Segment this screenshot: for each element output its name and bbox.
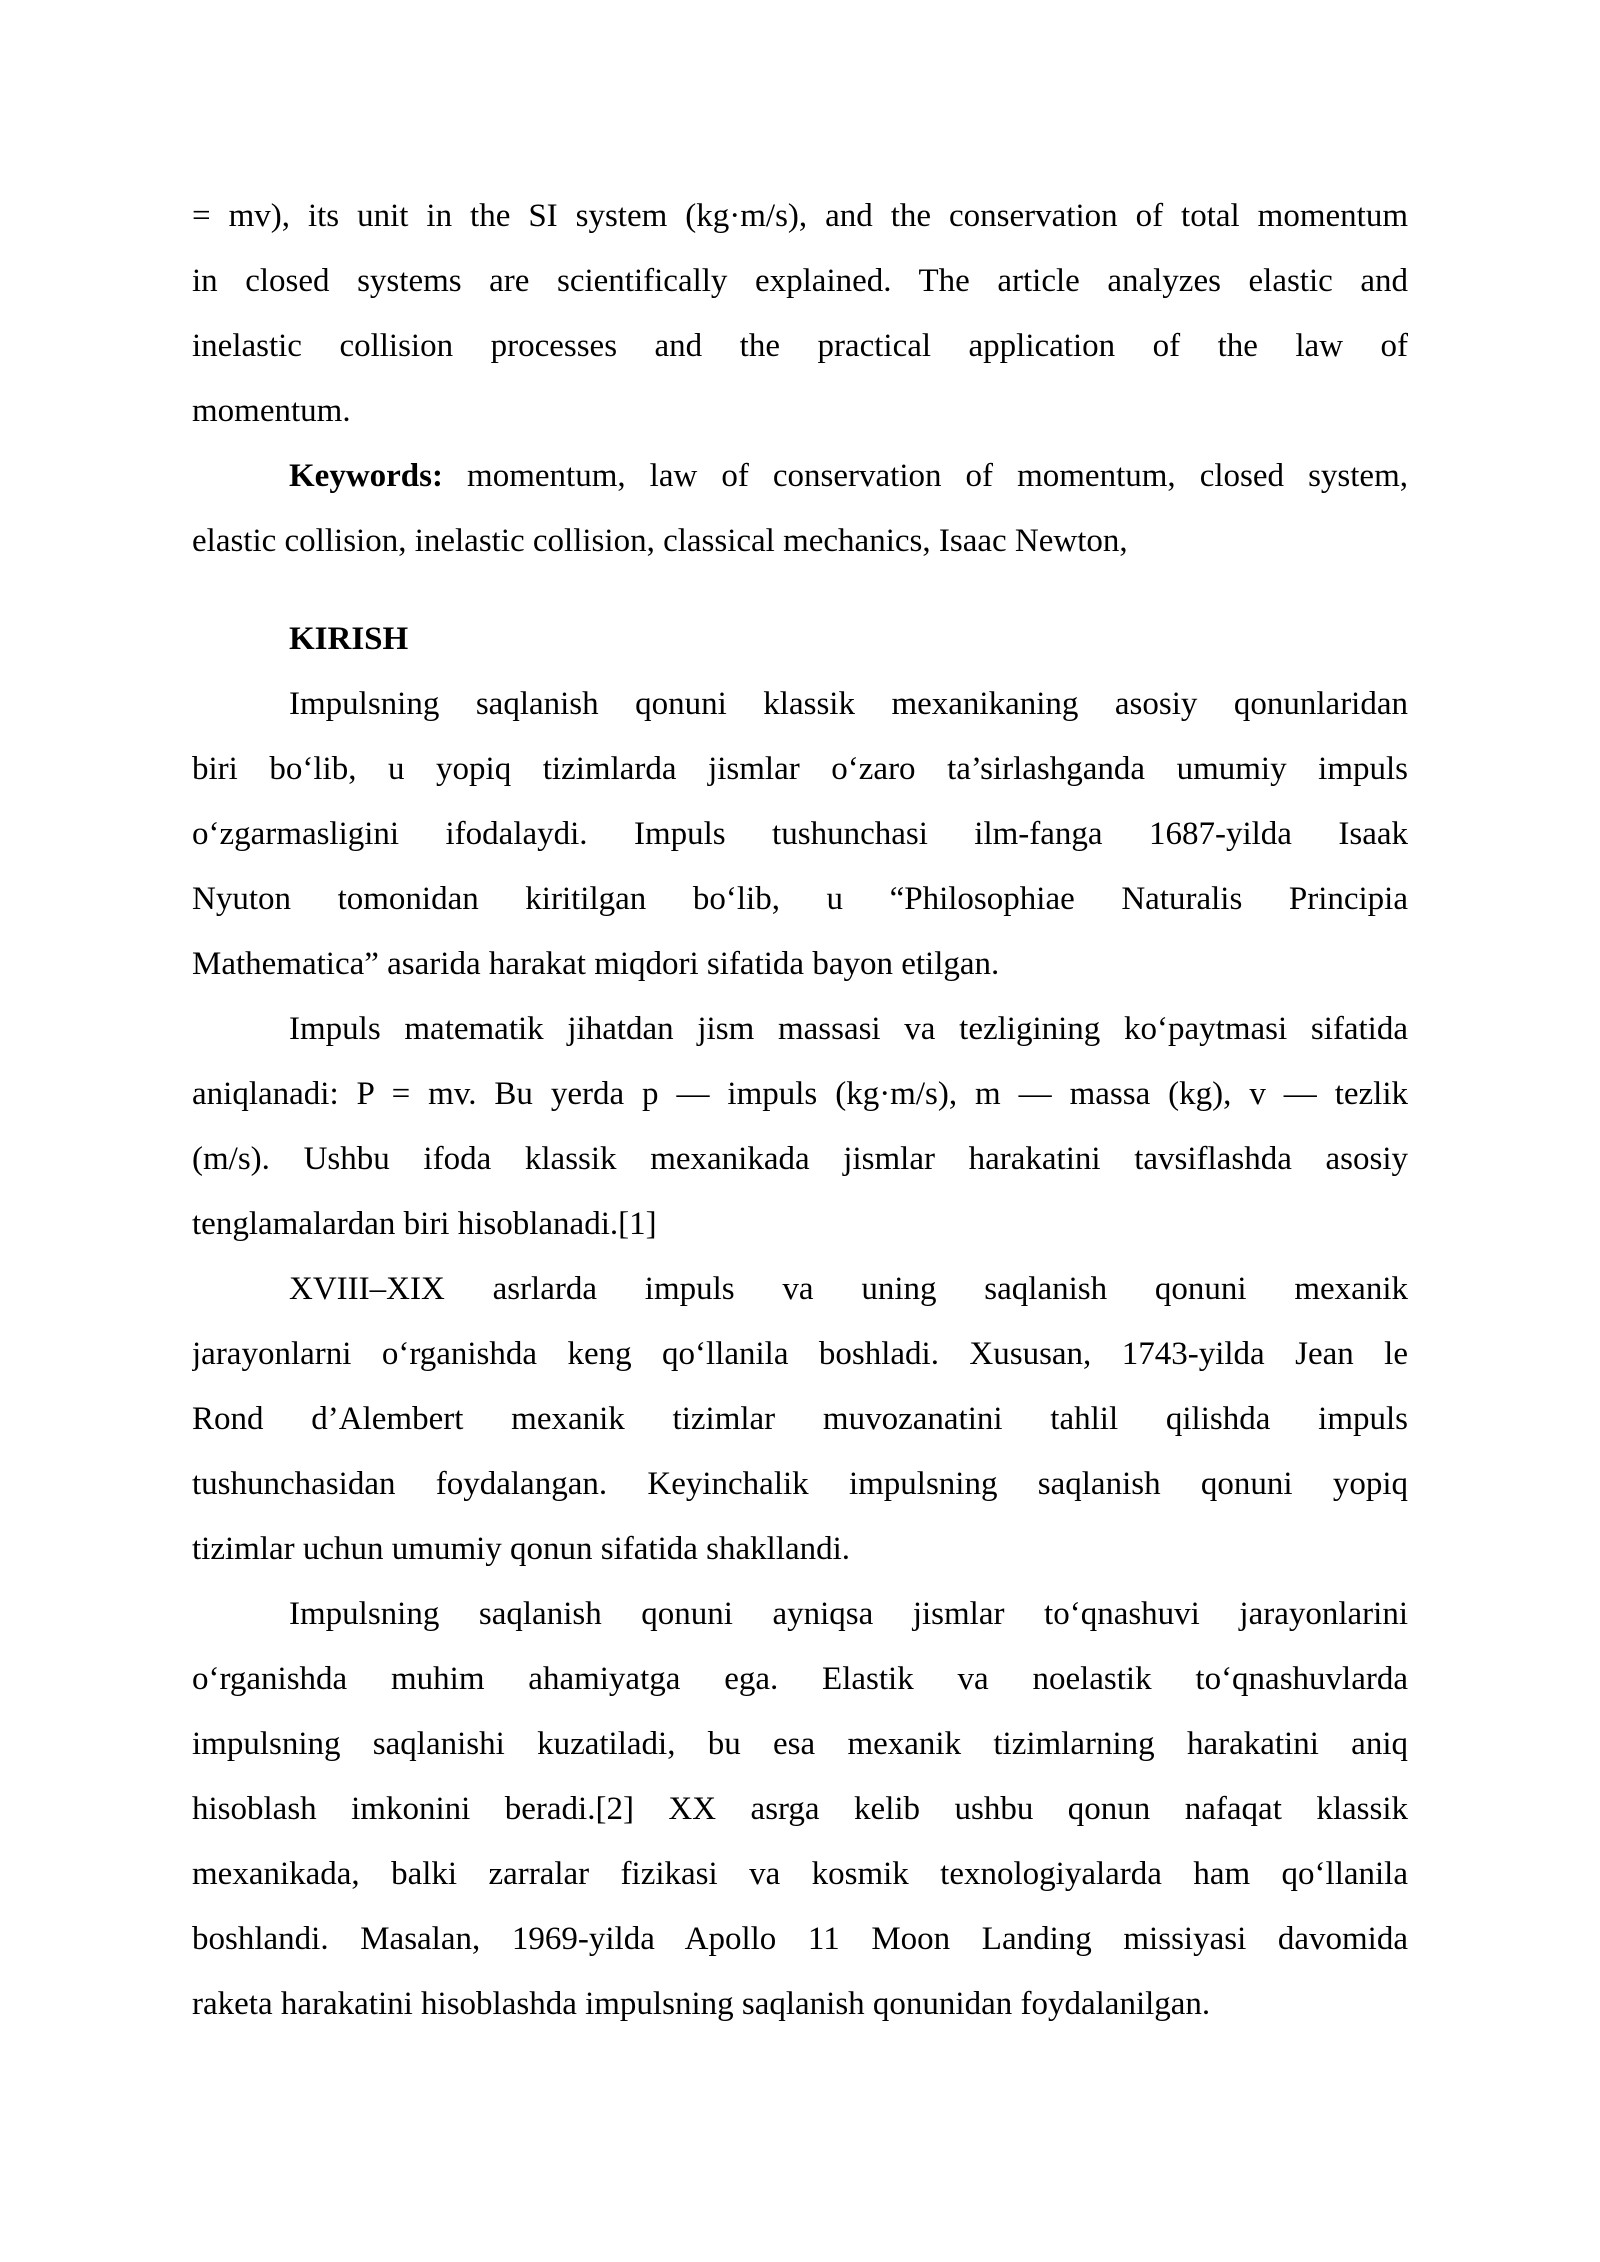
text-line — [192, 444, 1408, 509]
text-line: inelastic collision processes and the practical application of the law of — [192, 328, 1408, 364]
text-line: jarayonlarni o‘rganishda keng qo‘llanila boshladi. Xususan, 1743-yilda Jean le — [192, 1336, 1408, 1372]
text-line: Mathematica” asarida harakat miqdori sifatida bayon etilgan. — [192, 946, 1000, 982]
text-line: tizimlar uchun umumiy qonun sifatida shakllandi. — [192, 1531, 851, 1567]
text-line: hisoblash imkonini beradi.[2] XX asrga kelib ushbu qonun nafaqat klassik — [192, 1791, 1408, 1827]
text-line: Impulsning saqlanish qonuni ayniqsa jismlar to‘qnashuvi jarayonlarini — [289, 1596, 1408, 1632]
keywords-label: Keywords: — [289, 458, 443, 494]
section-heading: KIRISH — [289, 621, 409, 657]
text-line: boshlandi. Masalan, 1969-yilda Apollo 11 Moon Landing missiyasi davomida — [192, 1921, 1408, 1957]
text-line: raketa harakatini hisoblashda impulsning saqlanish qonunidan foydalanilgan. — [192, 1986, 1211, 2022]
text-line: momentum. — [192, 393, 351, 429]
text-line: tushunchasidan foydalangan. Keyinchalik impulsning saqlanish qonuni yopiq — [192, 1466, 1408, 1502]
keywords-text: momentum, law of conservation of momentum, closed system, — [442, 458, 1408, 494]
text-line: elastic collision, inelastic collision, classical mechanics, Isaac Newton, — [192, 523, 1128, 559]
document-body — [192, 184, 1408, 2037]
text-line: Rond d’Alembert mexanik tizimlar muvozanatini tahlil qilishda impuls — [192, 1401, 1408, 1437]
text-line: Impulsning saqlanish qonuni klassik mexanikaning asosiy qonunlaridan — [289, 686, 1408, 722]
text-line: XVIII–XIX asrlarda impuls va uning saqlanish qonuni mexanik — [289, 1271, 1408, 1307]
text-line: tenglamalardan biri hisoblanadi.[1] — [192, 1206, 657, 1242]
text-line: Nyuton tomonidan kiritilgan bo‘lib, u “Philosophiae Naturalis Principia — [192, 881, 1408, 917]
text-line: = mv), its unit in the SI system (kg·m/s), and the conservation of total momentum — [192, 198, 1408, 234]
text-line: mexanikada, balki zarralar fizikasi va kosmik texnologiyalarda ham qo‘llanila — [192, 1856, 1408, 1892]
text-line: biri bo‘lib, u yopiq tizimlarda jismlar o‘zaro ta’sirlashganda umumiy impuls — [192, 751, 1408, 787]
text-line: in closed systems are scientifically explained. The article analyzes elastic and — [192, 263, 1408, 299]
text-line: aniqlanadi: P = mv. Bu yerda p — impuls (kg·m/s), m — massa (kg), v — tezlik — [192, 1076, 1408, 1112]
text-line: (m/s). Ushbu ifoda klassik mexanikada jismlar harakatini tavsiflashda asosiy — [192, 1141, 1408, 1177]
text-line: impulsning saqlanishi kuzatiladi, bu esa mexanik tizimlarning harakatini aniq — [192, 1726, 1408, 1762]
text-line: o‘rganishda muhim ahamiyatga ega. Elastik va noelastik to‘qnashuvlarda — [192, 1661, 1408, 1697]
text-line: Impuls matematik jihatdan jism massasi va tezligining ko‘paytmasi sifatida — [289, 1011, 1408, 1047]
text-line: o‘zgarmasligini ifodalaydi. Impuls tushunchasi ilm-fanga 1687-yilda Isaak — [192, 816, 1408, 852]
